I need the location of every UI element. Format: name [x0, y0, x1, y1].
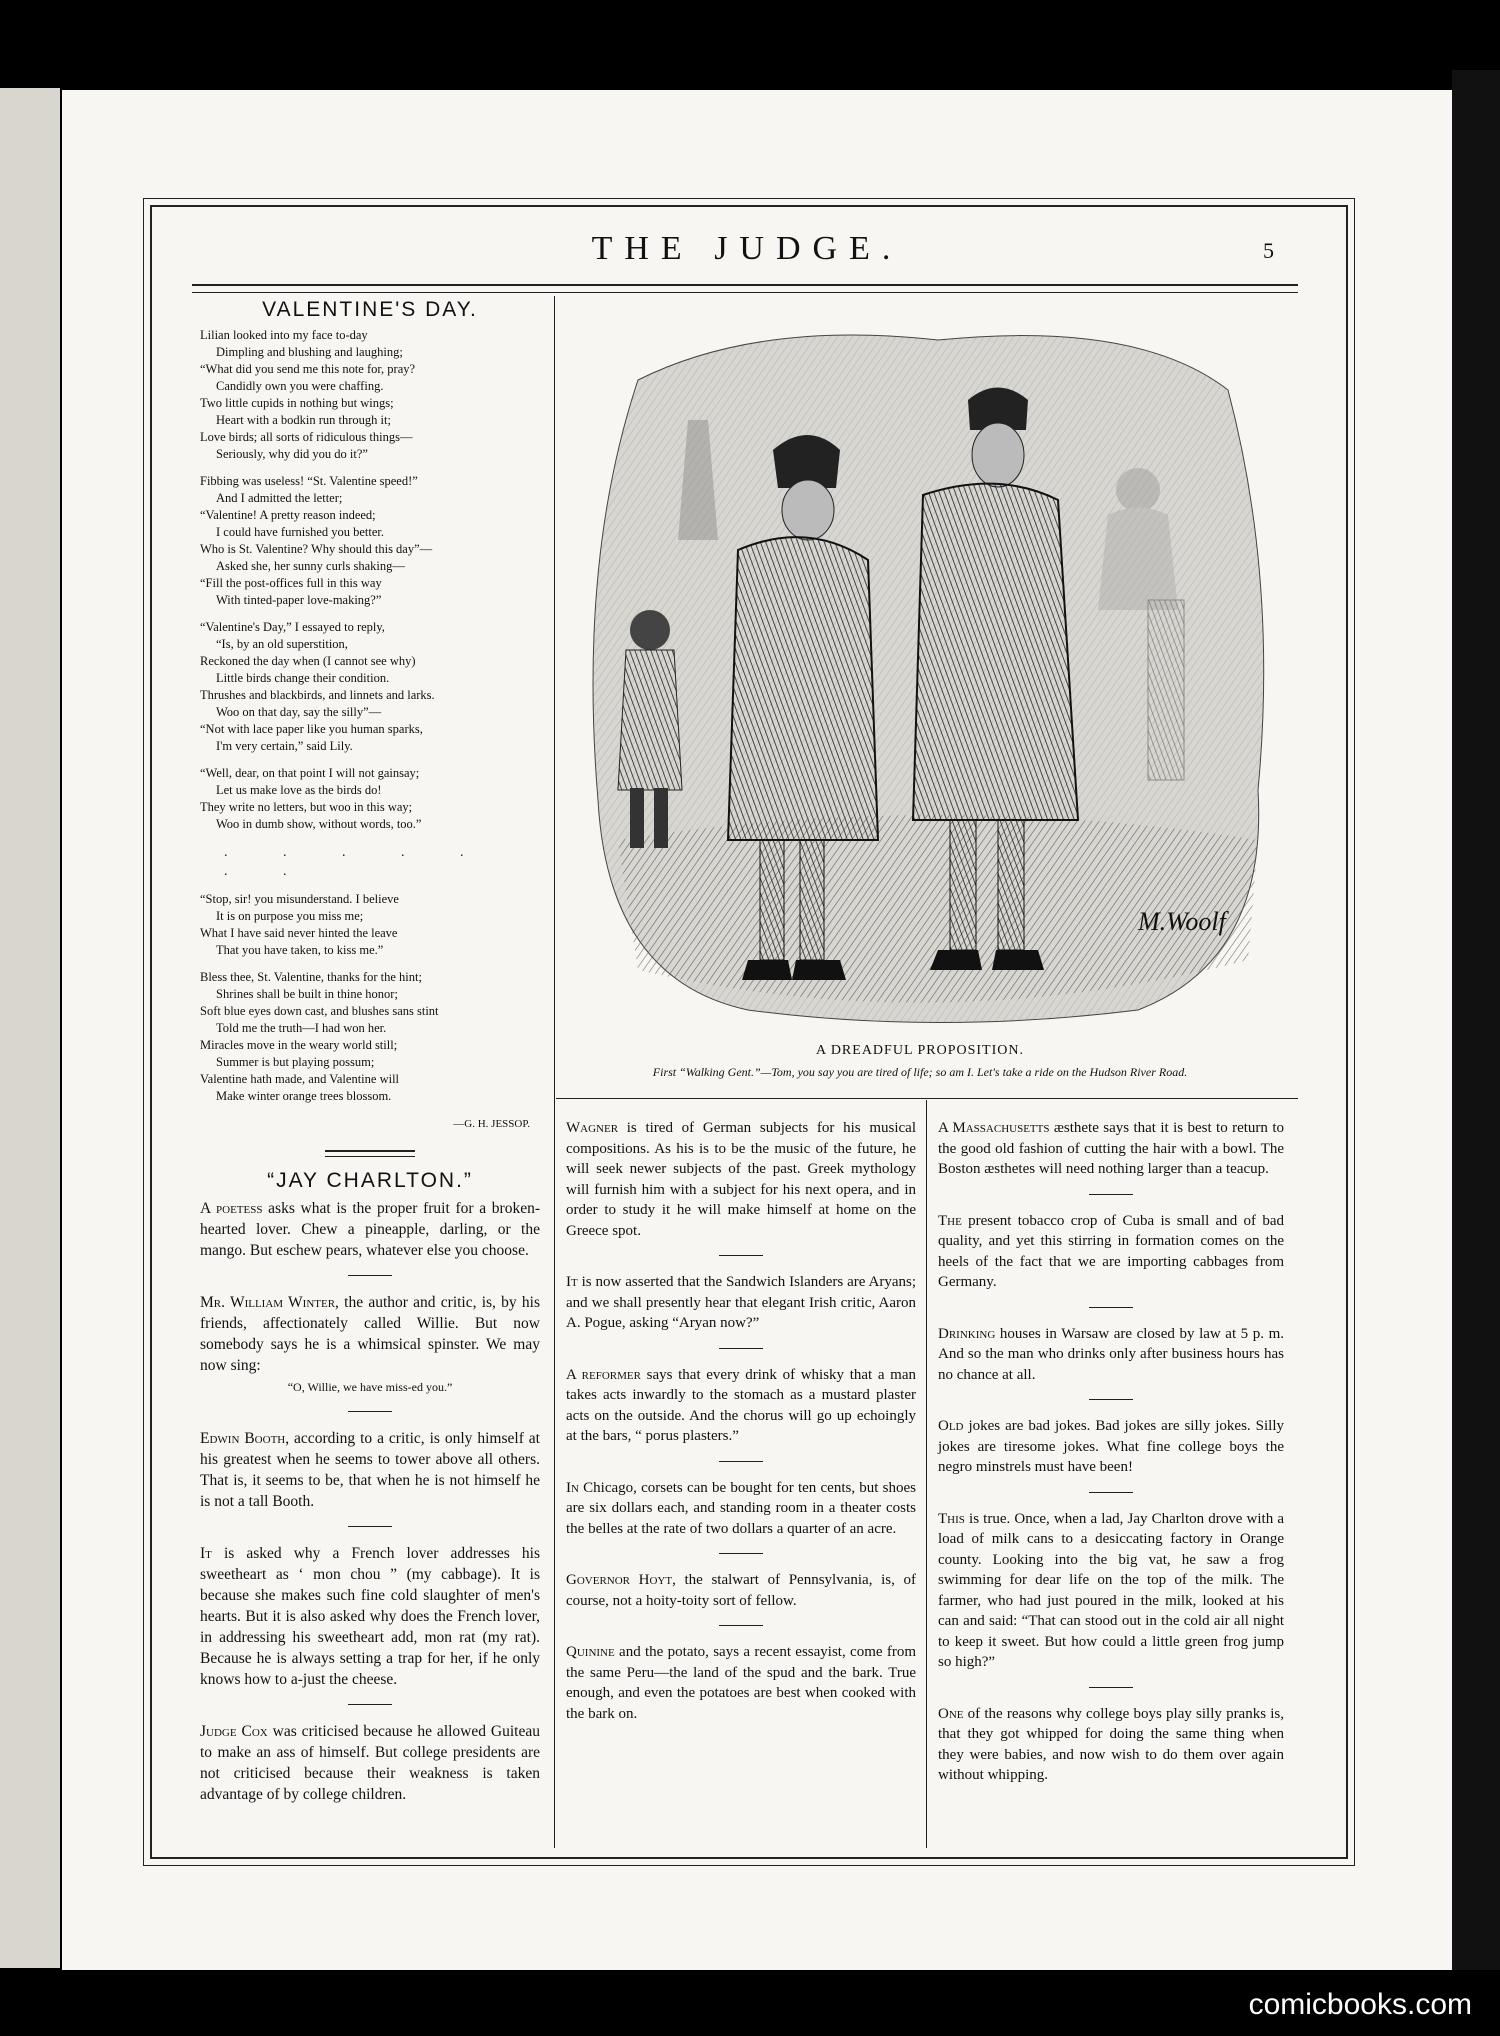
poem-line: I could have furnished you better.: [216, 525, 385, 539]
poem-line: Make winter orange trees blossom.: [216, 1089, 392, 1103]
paragraph: [200, 1543, 540, 1690]
lead-word: The: [938, 1212, 962, 1229]
poem-line: And I admitted the letter;: [216, 491, 343, 505]
poem-stanza: [200, 473, 540, 609]
lead-word: Quinine: [566, 1644, 615, 1660]
poem-line: Dimpling and blushing and laughing;: [216, 345, 403, 359]
poem-line: I'm very certain,” said Lily.: [216, 739, 353, 753]
poem-line: Valentine hath made, and Valentine will: [200, 1072, 400, 1086]
book-spine: [1452, 70, 1500, 1970]
lead-word: It: [566, 1274, 578, 1290]
poem-line: That you have taken, to kiss me.”: [216, 943, 384, 957]
poem-stanza: [200, 619, 540, 755]
poem-line: What I have said never hinted the leave: [200, 926, 398, 940]
poem-line: Lilian looked into my face to-day: [200, 328, 368, 342]
paragraph-text: the author and critic, is, by his friends, affectionately called Willie. But now somebody says he is a whimsical spinster. We may now sing:: [200, 1294, 540, 1374]
divider: [719, 1255, 763, 1256]
poem-line: It is on purpose you miss me;: [216, 909, 364, 923]
paragraph-text: the stalwart of Pennsylvania, is, of course, not a hoity-toity sort of fellow.: [566, 1572, 916, 1609]
paragraph-text: is asked why a French lover addresses his sweetheart as ‘ mon chou ” (my cabbage). It is because she makes such fine cold slaughter of men's hearts. But it is also asked why does the French lover, in addressing his sweetheart add, mon rat (my rat). Because he is always setting a trap for her, if he only knows how to a-just the cheese.: [200, 1545, 540, 1688]
poem-line: Heart with a bodkin run through it;: [216, 413, 391, 427]
jay-charlton-title: “JAY CHARLTON.”: [267, 1169, 473, 1192]
poem-line: Soft blue eyes down cast, and blushes sans stint: [200, 1004, 439, 1018]
paragraph: [200, 1292, 540, 1376]
poem-line: “Well, dear, on that point I will not gainsay;: [200, 766, 420, 780]
song-quote: “O, Willie, we have miss-ed you.”: [287, 1380, 453, 1394]
divider: [348, 1704, 392, 1705]
poem-body: [200, 327, 540, 1105]
lead-word: In: [566, 1479, 579, 1496]
paragraph: [200, 1198, 540, 1261]
divider: [1089, 1492, 1133, 1493]
paragraph-text: according to a critic, is only himself at his greatest when he seems to tower above all others. That is, it seems to be, that when he is not himself he is not a tall Booth.: [200, 1430, 540, 1510]
page-number: 5: [1263, 238, 1274, 263]
paragraph-text: Chicago, corsets can be bought for ten cents, but shoes are six dollars each, and standing room in a theater costs the belles at the rate of two dollars a quarter of an acre.: [566, 1479, 916, 1537]
divider: [719, 1553, 763, 1554]
poem-line: Summer is but playing possum;: [216, 1055, 375, 1069]
paragraph-text: asks what is the proper fruit for a broken-hearted lover. Chew a pineapple, darling, or the mango. But eschew pears, whatever else you choose.: [200, 1200, 540, 1259]
paragraph-text: æsthete says that it is best to return to the good old fashion of cutting the hair with a bowl. The Boston æsthetes will need nothing larger than a teacup.: [938, 1120, 1284, 1177]
poem-stanza: [200, 969, 540, 1105]
watermark: comicbooks.com: [1248, 1988, 1472, 2021]
poem-line: Seriously, why did you do it?”: [216, 447, 368, 461]
divider: [348, 1411, 392, 1412]
paragraph: [938, 1704, 1284, 1786]
poem-line: Candidly own you were chaffing.: [216, 379, 384, 393]
poem-line: Who is St. Valentine? Why should this day”—: [200, 542, 433, 556]
paragraph: [566, 1118, 916, 1241]
divider: [719, 1461, 763, 1462]
poem-line: Thrushes and blackbirds, and linnets and larks.: [200, 688, 435, 702]
paragraph: [938, 1509, 1284, 1673]
lead-word: Judge Cox: [200, 1723, 268, 1740]
section-rule: [325, 1150, 415, 1157]
paragraph-text: and the potato, says a recent essayist, come from the same Peru—the land of the spud and the bark. True enough, and even the potatoes are best when cooked with the bark on.: [566, 1644, 916, 1722]
lead-word: Old: [938, 1418, 964, 1434]
poem-signature: —G. H. JESSOP.: [453, 1118, 530, 1130]
left-column: [200, 300, 540, 1805]
poem-line: “What did you send me this note for, pray?: [200, 362, 416, 376]
paragraph-text: is now asserted that the Sandwich Islanders are Aryans; and we shall presently hear that elegant Irish critic, Aaron A. Pogue, asking “Aryan now?”: [566, 1274, 916, 1331]
poem-stanza: [200, 327, 540, 463]
lead-word: Wagner: [566, 1120, 619, 1136]
poem-line: Woo in dumb show, without words, too.”: [216, 817, 422, 831]
poem-line: Reckoned the day when (I cannot see why): [200, 654, 416, 668]
poem-line: Two little cupids in nothing but wings;: [200, 396, 394, 410]
masthead-title: THE JUDGE.: [591, 230, 903, 267]
paragraph-text: of the reasons why college boys play silly pranks is, that they got whipped for doing the same thing when they were babies, and now wish to do them over again without whipping.: [938, 1705, 1284, 1783]
poem-line: Bless thee, St. Valentine, thanks for the hint;: [200, 970, 422, 984]
lead-word: Drinking: [938, 1325, 996, 1342]
paragraph-text: is true. Once, when a lad, Jay Charlton drove with a load of milk cans to a desiccating factory in Orange county. Looking into the big vat, he saw a frog swimming for dear life on the top of the milk. The farmer, who had just poured in the milk, looked at his can and said: “That can stood out in the cold air all night to keep it sweet. But how could a little green frog jump so high?”: [938, 1510, 1284, 1670]
masthead-rule: [192, 284, 1298, 293]
lead-word: One: [938, 1705, 964, 1722]
paragraph-text: says that every drink of whisky that a man takes acts inwardly to the stomach as a mustard plaster acts on the outside. And the chorus will go up echoingly at the bars, “ porus plasters.”: [566, 1366, 917, 1444]
right-column: [938, 1118, 1284, 1786]
cartoon-caption: First “Walking Gent.”—Tom, you say you are tired of life; so am I. Let's take a ride on the Hudson River Road.: [652, 1065, 1188, 1079]
divider: [719, 1348, 763, 1349]
poem-stanza: [200, 891, 540, 959]
poem-line: “Stop, sir! you misunderstand. I believe: [200, 892, 399, 906]
paragraph: [200, 1428, 540, 1512]
poem-line: Love birds; all sorts of ridiculous things—: [200, 430, 413, 444]
divider: [719, 1625, 763, 1626]
cartoon-illustration: [578, 320, 1278, 1030]
poem-line: Woo on that day, say the silly”—: [216, 705, 382, 719]
poem-stanza: [200, 765, 540, 833]
poem-line: Fibbing was useless! “St. Valentine speed!”: [200, 474, 418, 488]
lead-word: A reformer: [566, 1366, 641, 1383]
divider: [348, 1275, 392, 1276]
paragraph-text: houses in Warsaw are closed by law at 5 p. m. And so the man who drinks only after business hours has no chance at all.: [938, 1325, 1284, 1383]
lead-word: A Massachusetts: [938, 1120, 1050, 1136]
lead-word: A poetess: [200, 1200, 263, 1217]
poem-line: “Fill the post-offices full in this way: [200, 576, 382, 590]
paragraph: [938, 1211, 1284, 1293]
paragraph: [566, 1642, 916, 1724]
paragraph: [566, 1478, 916, 1540]
paragraph-text: jokes are bad jokes. Bad jokes are silly jokes. Silly jokes are tiresome jokes. What fine college boys the negro minstrels must have been!: [938, 1418, 1284, 1475]
cartoon-title: A DREADFUL PROPOSITION.: [815, 1043, 1024, 1058]
middle-column: [566, 1118, 916, 1724]
lead-word: This: [938, 1510, 965, 1527]
lead-word: Mr. William Winter,: [200, 1294, 339, 1311]
poem-line: “Valentine's Day,” I essayed to reply,: [200, 620, 385, 634]
poem-line: With tinted-paper love-making?”: [216, 593, 382, 607]
divider: [1089, 1399, 1133, 1400]
poem-line: Told me the truth—I had won her.: [216, 1021, 387, 1035]
lead-word: Edwin Booth,: [200, 1430, 290, 1447]
poem-line: “Valentine! A pretty reason indeed;: [200, 508, 376, 522]
poem-line: “Not with lace paper like you human sparks,: [200, 722, 423, 736]
poem-line: Let us make love as the birds do!: [216, 783, 382, 797]
paragraph-text: was criticised because he allowed Guiteau to make an ass of himself. But college presidents are not criticised because their weakness is taken advantage of by college children.: [200, 1723, 540, 1803]
artist-signature: M.Woolf: [1138, 907, 1226, 936]
divider: [1089, 1687, 1133, 1688]
poem-line: Asked she, her sunny curls shaking—: [216, 559, 405, 573]
paragraph-text: present tobacco crop of Cuba is small and of bad quality, and yet this stirring in formation comes on the heels of the fact that we are importing cabbages from Germany.: [938, 1212, 1284, 1290]
divider: [348, 1526, 392, 1527]
paragraph: [938, 1416, 1284, 1478]
column-divider-left: [554, 296, 555, 1848]
poem-line: Miracles move in the weary world still;: [200, 1038, 398, 1052]
paragraph: [200, 1721, 540, 1805]
poem-title: VALENTINE'S DAY.: [262, 298, 478, 321]
lead-word: Governor Hoyt,: [566, 1572, 676, 1588]
paragraph: [566, 1365, 916, 1447]
poem-line: Shrines shall be built in thine honor;: [216, 987, 398, 1001]
facing-page-edge: [0, 88, 60, 1968]
illustration-rule: [556, 1098, 1298, 1099]
paragraph: [566, 1570, 916, 1611]
lead-word: It: [200, 1545, 212, 1562]
poem-line: Little birds change their condition.: [216, 671, 390, 685]
stanza-break: . . . . . . .: [224, 845, 490, 879]
paragraph: [938, 1118, 1284, 1180]
column-divider-right: [926, 1100, 927, 1848]
paragraph: [566, 1272, 916, 1334]
divider: [1089, 1307, 1133, 1308]
paragraph-text: is tired of German subjects for his musical compositions. As his is to be the music of the future, he will seek newer subjects of the past. Greek mythology will furnish him with a subject for his next opera, and in order to study it he will make himself at home on the Greece spot.: [566, 1120, 916, 1239]
paragraph: [938, 1324, 1284, 1386]
poem-line: They write no letters, but woo in this way;: [200, 800, 413, 814]
divider: [1089, 1194, 1133, 1195]
poem-line: “Is, by an old superstition,: [216, 637, 348, 651]
